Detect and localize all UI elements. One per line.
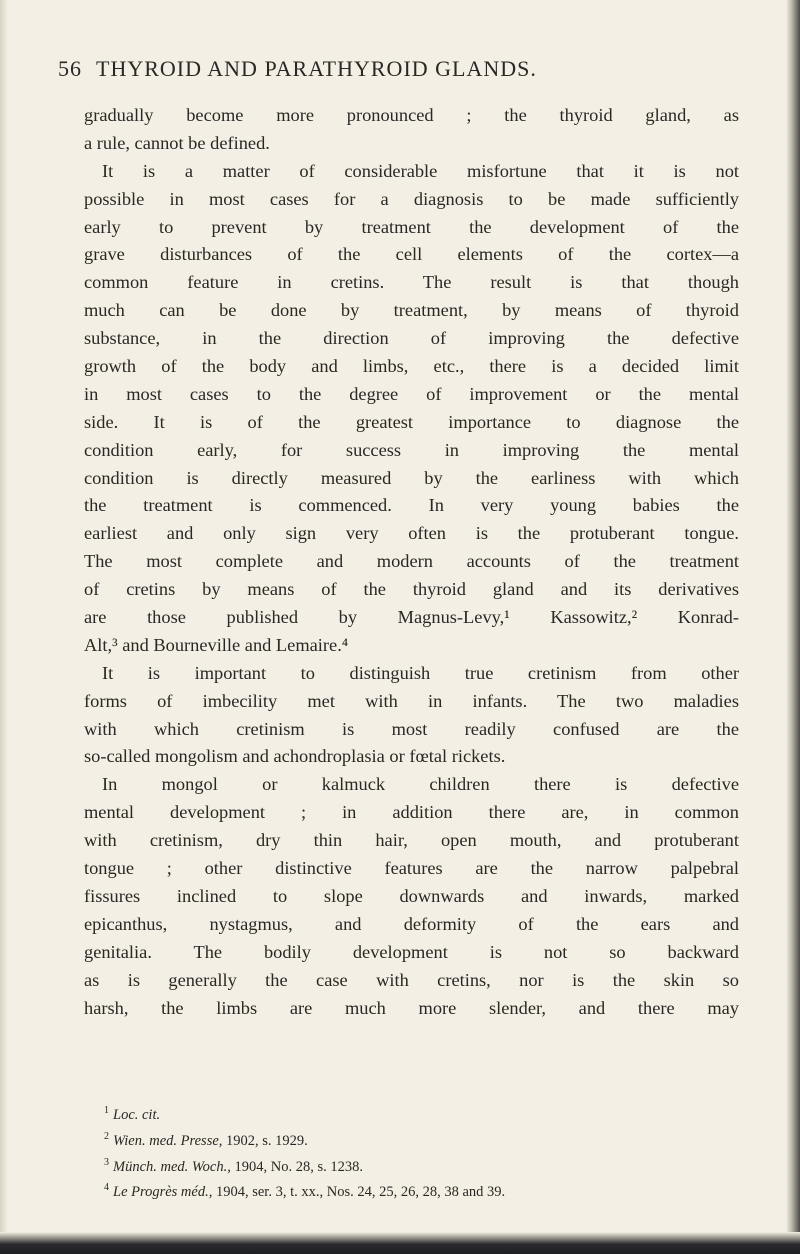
body-line: tongue ; other distinctive features are the narrow palpebral <box>84 858 739 879</box>
footnote-marker: 2 <box>104 1130 109 1142</box>
body-line: In mongol or kalmuck children there is defective <box>102 774 739 795</box>
body-line: The most complete and modern accounts of the treatment <box>84 551 739 572</box>
page-edge-left <box>0 0 8 1254</box>
body-line: of cretins by means of the thyroid gland and its derivatives <box>84 579 739 600</box>
body-line: in most cases to the degree of improvement or the mental <box>84 383 739 404</box>
body-line: It is important to distinguish true cretinism from other <box>102 662 739 683</box>
body-line: common feature in cretins. The result is that though <box>84 272 739 293</box>
page-edge-right <box>786 0 800 1254</box>
body-line: with which cretinism is most readily confused are the <box>84 718 739 739</box>
body-line: mental development ; in addition there are, in common <box>84 802 739 823</box>
body-line: early to prevent by treatment the development of the <box>84 216 739 237</box>
footnote-source: Le Progrès méd., <box>113 1184 213 1201</box>
body-line: gradually become more pronounced ; the thyroid gland, as <box>84 105 739 125</box>
body-line: Alt,³ and Bourneville and Lemaire.⁴ <box>84 634 349 655</box>
body-line: growth of the body and limbs, etc., there is a decided limit <box>84 356 739 377</box>
body-line: so-called mongolism and achondroplasia or fœtal rickets. <box>84 746 506 767</box>
body-line: with cretinism, dry thin hair, open mouth, and protuberant <box>84 830 739 851</box>
body-line: the treatment is commenced. In very young babies the <box>84 495 739 516</box>
body-line: much can be done by treatment, by means of thyroid <box>84 300 739 321</box>
footnote <box>84 1177 744 1203</box>
body-line: a rule, cannot be defined. <box>84 132 270 153</box>
running-header <box>58 56 758 82</box>
footnote-detail: 1902, s. 1929. <box>222 1132 308 1149</box>
body-line: forms of imbecility met with in infants. The two maladies <box>84 690 739 711</box>
body-text <box>84 102 739 1022</box>
footnote-detail: 1904, ser. 3, t. xx., Nos. 24, 25, 26, 28, 38 and 39. <box>212 1184 506 1201</box>
body-line: side. It is of the greatest importance to diagnose the <box>84 411 739 432</box>
footnote-detail: 1904, No. 28, s. 1238. <box>230 1158 363 1175</box>
body-line: condition is directly measured by the earliness with which <box>84 467 739 488</box>
body-line: condition early, for success in improving the mental <box>84 439 739 460</box>
body-line: harsh, the limbs are much more slender, and there may <box>84 997 739 1018</box>
body-line: fissures inclined to slope downwards and inwards, marked <box>84 885 739 906</box>
body-line: as is generally the case with cretins, nor is the skin so <box>84 969 739 990</box>
body-line: epicanthus, nystagmus, and deformity of the ears and <box>84 913 739 934</box>
body-line: It is a matter of considerable misfortune that it is not <box>102 160 739 181</box>
body-line: grave disturbances of the cell elements of the cortex—a <box>84 244 739 265</box>
footnote-marker: 4 <box>104 1182 109 1194</box>
footnote-source: Loc. cit. <box>113 1106 161 1123</box>
body-line: earliest and only sign very often is the protuberant tongue. <box>84 523 739 544</box>
footnote <box>84 1100 744 1126</box>
body-line: genitalia. The bodily development is not so backward <box>84 941 739 962</box>
footnotes <box>84 1100 744 1203</box>
footnote-marker: 1 <box>104 1105 109 1116</box>
body-line: are those published by Magnus-Levy,¹ Kassowitz,² Konrad- <box>84 607 739 628</box>
body-line: possible in most cases for a diagnosis to be made sufficiently <box>84 188 739 209</box>
page-bottom-shadow <box>0 1232 800 1254</box>
footnote-marker: 3 <box>104 1156 109 1168</box>
footnote-source: Münch. med. Woch., <box>113 1158 231 1175</box>
footnote-source: Wien. med. Presse, <box>113 1132 223 1149</box>
running-title: THYROID AND PARATHYROID GLANDS. <box>96 56 537 81</box>
body-line: substance, in the direction of improving the defective <box>84 328 739 349</box>
page-number: 56 <box>58 56 82 81</box>
footnote <box>84 1152 744 1178</box>
footnote <box>84 1126 744 1152</box>
